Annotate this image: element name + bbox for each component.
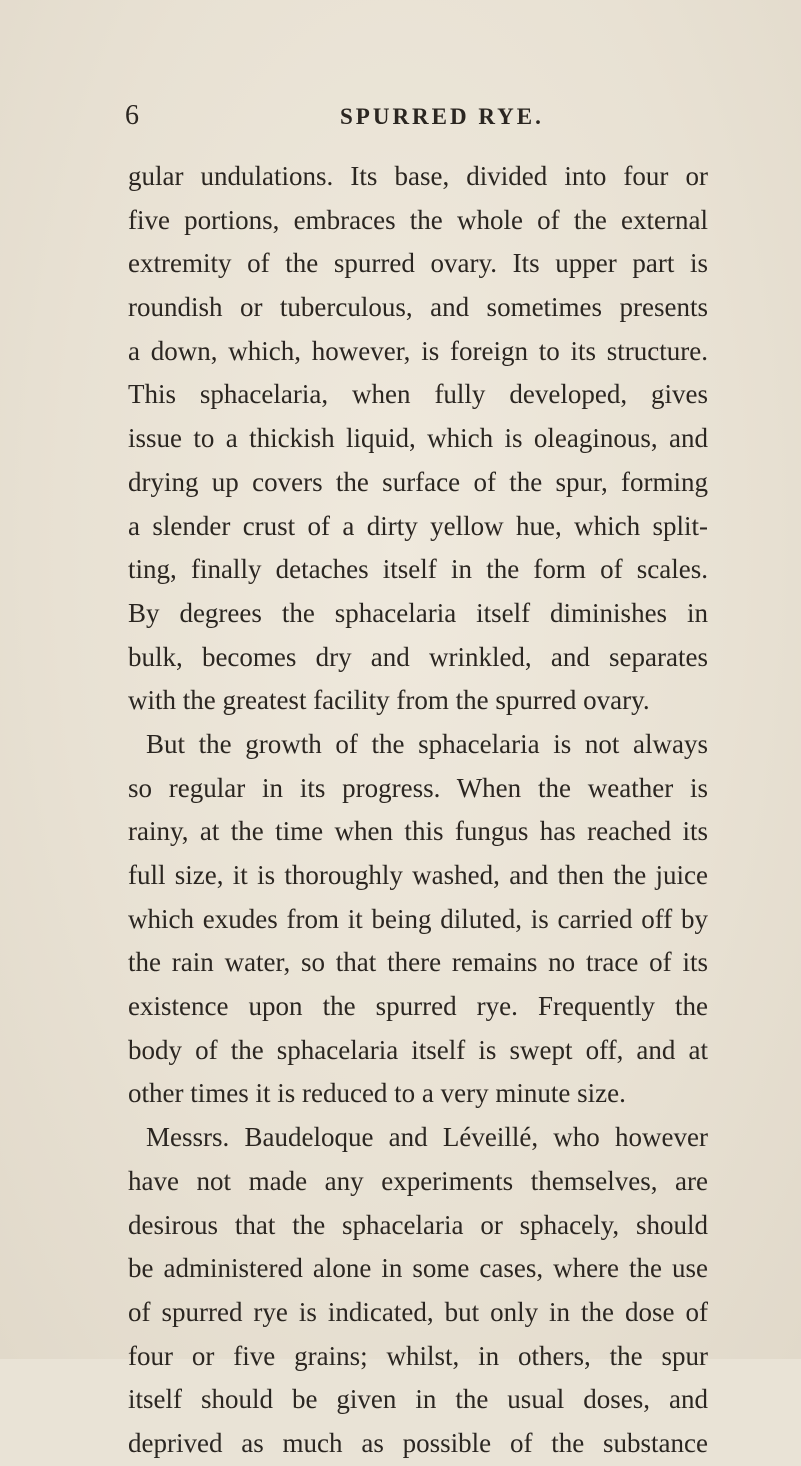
- text-line: five portions, embraces the whole of the external: [128, 204, 708, 235]
- text-line: so regular in its progress. When the weather is: [128, 772, 708, 803]
- text-line: other times it is reduced to a very minute size.: [128, 1078, 626, 1109]
- text-line: By degrees the sphacelaria itself diminishes in: [128, 597, 708, 628]
- text-line: drying up covers the surface of the spur, forming: [128, 466, 708, 497]
- text-line: This sphacelaria, when fully developed, gives: [128, 379, 708, 410]
- page-number: 6: [125, 100, 139, 131]
- text-line: of spurred rye is indicated, but only in the dose of: [128, 1296, 708, 1327]
- text-line: rainy, at the time when this fungus has reached its: [128, 816, 708, 847]
- text-line: full size, it is thoroughly washed, and then the juice: [128, 860, 708, 890]
- text-line: the rain water, so that there remains no trace of its: [128, 947, 708, 978]
- text-line: a down, which, however, is foreign to its structure.: [128, 335, 708, 366]
- text-line: four or five grains; whilst, in others, the spur: [128, 1340, 708, 1371]
- text-line: with the greatest facility from the spurred ovary.: [128, 685, 650, 716]
- text-line: existence upon the spurred rye. Frequently the: [128, 991, 708, 1022]
- text-line: body of the sphacelaria itself is swept off, and at: [128, 1034, 708, 1065]
- running-title: SPURRED RYE.: [340, 104, 544, 129]
- text-line: issue to a thickish liquid, which is oleaginous, and: [128, 423, 708, 454]
- text-line: which exudes from it being diluted, is carried off by: [128, 903, 708, 934]
- text-line: gular undulations. Its base, divided into four or: [128, 161, 708, 191]
- text-line: extremity of the spurred ovary. Its upper part is: [128, 248, 708, 279]
- text-line: deprived as much as possible of the substance: [128, 1427, 708, 1458]
- text-line: a slender crust of a dirty yellow hue, which split-: [128, 510, 708, 541]
- running-head: [125, 100, 685, 140]
- text-line: desirous that the sphacelaria or sphacely, should: [128, 1209, 708, 1240]
- text-line: have not made any experiments themselves, are: [128, 1165, 708, 1196]
- text-line: Messrs. Baudeloque and Léveillé, who however: [146, 1122, 708, 1153]
- body-text: [128, 155, 708, 1466]
- text-line: itself should be given in the usual doses, and: [128, 1384, 708, 1415]
- text-line: ting, finally detaches itself in the form of scales.: [128, 554, 708, 585]
- text-line: But the growth of the sphacelaria is not always: [146, 728, 708, 759]
- text-line: be administered alone in some cases, where the use: [128, 1253, 708, 1284]
- text-line: bulk, becomes dry and wrinkled, and separates: [128, 641, 708, 672]
- text-line: roundish or tuberculous, and sometimes presents: [128, 292, 708, 323]
